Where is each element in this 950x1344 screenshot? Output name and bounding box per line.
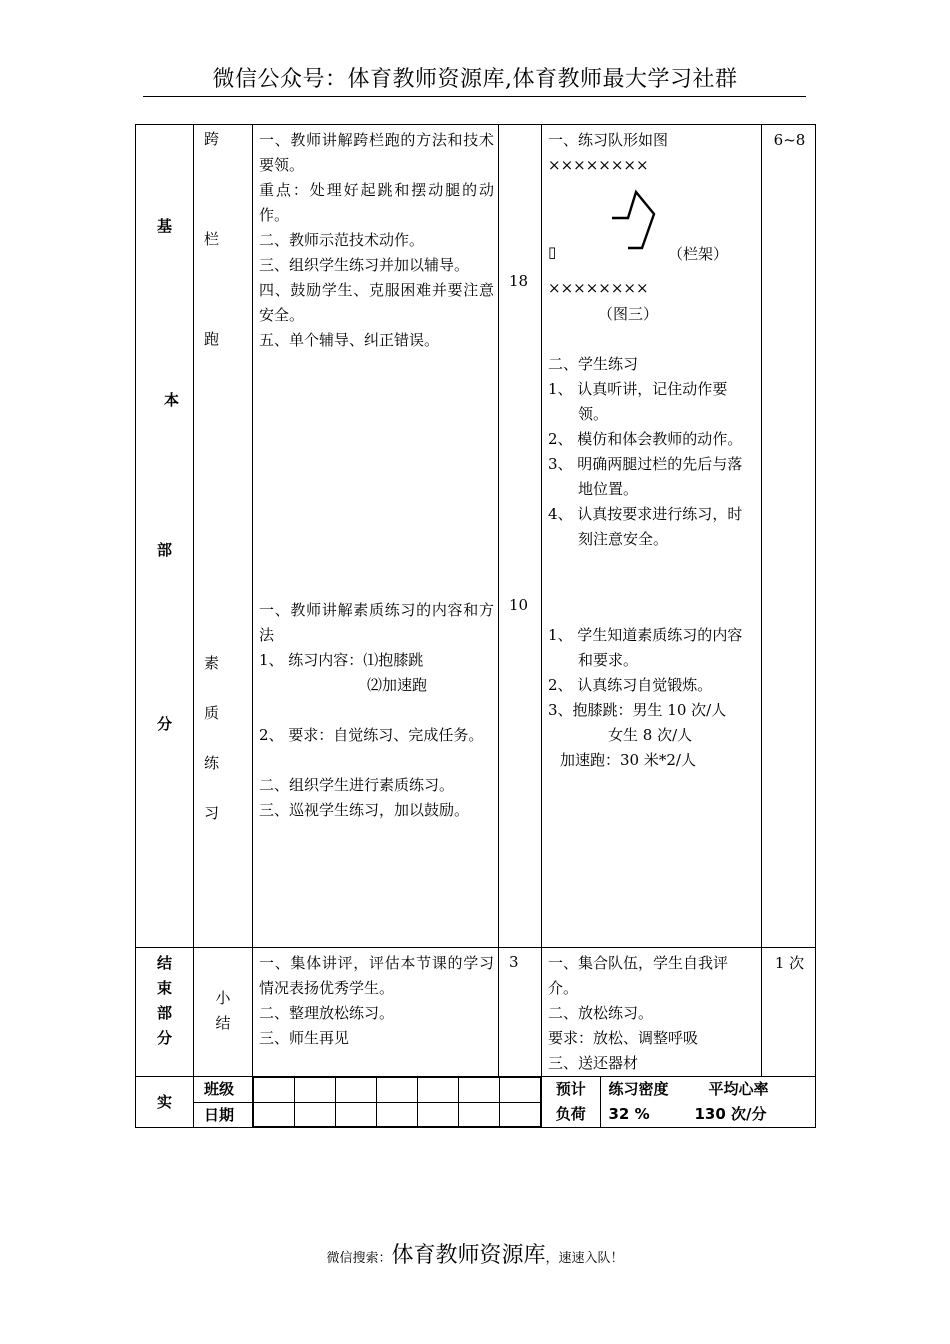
- record-cell[interactable]: [418, 1103, 459, 1127]
- record-grid: [253, 1077, 542, 1128]
- ending-student: 一、集合队伍，学生自我评介。 二、放松练习。 要求：放松、调整呼吸 三、送还器材: [542, 948, 762, 1077]
- fitness-teacher-block: 一、教师讲解素质练习的内容和方法 1、 练习内容：⑴抱膝跳 ⑵加速跑 2、 要求：自觉练习、完成任务。 二、组织学生进行素质练习。 三、巡视学生练习，加以鼓励。: [259, 601, 494, 819]
- header-rule: [143, 96, 806, 97]
- record-cell[interactable]: [254, 1103, 295, 1127]
- page-footer: 微信搜索：体育教师资源库，速速入队！: [326, 1243, 624, 1268]
- density-value: 32 %: [608, 1105, 650, 1123]
- record-cell[interactable]: [254, 1078, 295, 1103]
- record-cell[interactable]: [500, 1078, 541, 1103]
- expected-label: 预计: [555, 1080, 586, 1098]
- topic-char: 练: [204, 754, 220, 772]
- teacher-activities: [253, 125, 499, 948]
- heart-rate-label: 平均心率: [708, 1080, 769, 1098]
- formation-row: ××××××××: [548, 279, 649, 297]
- record-cell[interactable]: [459, 1078, 500, 1103]
- practice-label: 实: [136, 1077, 194, 1128]
- lesson-plan-table: [135, 124, 816, 1128]
- formation-row: ××××××××: [548, 156, 649, 174]
- hurdle-teacher-block: 一、教师讲解跨栏跑的方法和技术要领。 重点：处理好起跳和摆动腿的动作。 二、教师示范技术动作。 三、组织学生练习并加以辅导。 四、鼓励学生、克服困难并要注意安全。 五、单个辅导、纠正错误。: [259, 131, 494, 349]
- basic-section-label: 基 本 部 分: [136, 125, 194, 948]
- class-label: 班级: [194, 1077, 252, 1103]
- topic-char: 栏: [204, 230, 220, 248]
- heart-rate-value: 130 次/分: [694, 1105, 767, 1123]
- fitness-time: 10: [509, 596, 529, 614]
- record-cell[interactable]: [459, 1103, 500, 1127]
- hurdle-student-block: 一、练习队形如图 ×××××××× ▯ （栏架） ×××××××× （图三） 二、学生练习 1、 认真听讲，记住动作要领。 2、 模仿和体会教师的动作。 3、 明确两腿过栏的先后与落地位置。 4、 认真按要求进行练习，时刻注意安全。: [548, 128, 757, 598]
- page-header: 微信公众号：体育教师资源库,体育教师最大学习社群: [212, 67, 738, 92]
- record-cell[interactable]: [377, 1078, 418, 1103]
- practice-row: [136, 1077, 816, 1128]
- record-cell[interactable]: [336, 1078, 377, 1103]
- topic-char: 跑: [204, 330, 220, 348]
- ending-time: 3: [499, 948, 542, 1077]
- basic-topics: [194, 125, 253, 948]
- load-summary: [542, 1077, 816, 1128]
- ending-topic: 小 结: [194, 948, 253, 1077]
- hurdle-time: 18: [509, 272, 529, 290]
- basic-part-row: [136, 125, 816, 948]
- figure-caption: （图三）: [598, 305, 659, 323]
- record-cell[interactable]: [377, 1103, 418, 1127]
- student-activities: [542, 125, 762, 948]
- hurdle-label: （栏架）: [668, 245, 729, 263]
- hurdle-diagram: [606, 186, 666, 254]
- ending-count: 1 次: [762, 948, 816, 1077]
- topic-char: 素: [204, 654, 220, 672]
- ending-section-label: 结 束 部 分: [136, 948, 194, 1077]
- record-cell[interactable]: [500, 1103, 541, 1127]
- topic-char: 跨: [204, 130, 220, 148]
- fitness-student-block: 1、 学生知道素质练习的内容和要求。 2、 认真练习自觉锻炼。 3、抱膝跳：男生 10 次/人 女生 8 次/人 加速跑：30 米*2/人: [548, 626, 743, 769]
- hurdle-count: 6~8: [762, 125, 816, 948]
- record-cell[interactable]: [336, 1103, 377, 1127]
- time-column: [499, 125, 542, 948]
- date-label: 日期: [204, 1106, 235, 1124]
- density-label: 练习密度: [608, 1080, 669, 1098]
- whistle-icon: ▯: [548, 243, 557, 261]
- ending-part-row: [136, 948, 816, 1077]
- record-cell[interactable]: [418, 1078, 459, 1103]
- load-label: 负荷: [555, 1105, 586, 1123]
- record-cell[interactable]: [295, 1078, 336, 1103]
- topic-char: 质: [204, 704, 220, 722]
- ending-teacher: 一、集体讲评，评估本节课的学习情况表扬优秀学生。 二、整理放松练习。 三、师生再见: [253, 948, 499, 1077]
- topic-char: 习: [204, 804, 220, 822]
- record-cell[interactable]: [295, 1103, 336, 1127]
